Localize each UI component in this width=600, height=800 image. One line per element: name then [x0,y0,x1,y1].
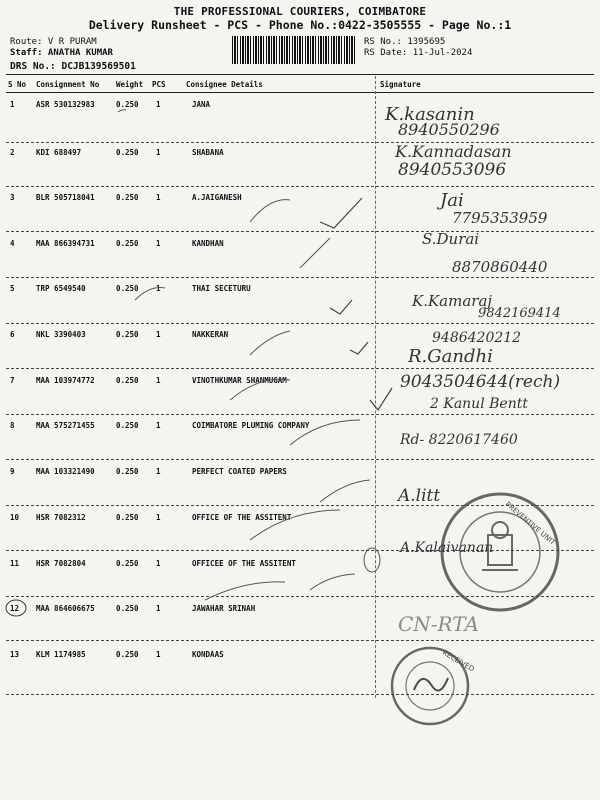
row-pcs: 1 [156,513,161,522]
rs-number: RS No.: 1395695 [364,37,446,47]
row-sno: 9 [10,467,15,476]
row-pcs: 1 [156,650,161,659]
signature-name: 2 Kanul Bentt [430,396,528,412]
customs-stamp-text: PREVENTIVE UNIT [503,500,557,547]
row-weight: 0.250 [116,421,139,430]
pen-stroke [250,331,290,355]
signature-phone: 9486420212 [432,330,522,346]
staff-label: Staff: ANATHA KUMAR [10,48,113,58]
row-pcs: 1 [156,421,161,430]
tick-mark [330,300,352,314]
row-consignment: BLR 505718041 [36,193,95,202]
row-consignment: MAA 103974772 [36,376,95,385]
row-sno: 11 [10,559,20,568]
row-weight: 0.250 [116,513,139,522]
col-sno: S No [8,80,27,89]
row-consignee: SHABANA [192,148,224,157]
row-consignment: KLM 1174985 [36,650,86,659]
row-sno: 13 [10,650,20,659]
signature-phone: 9842169414 [478,306,561,321]
row-sno: 3 [10,193,15,202]
pen-stroke [300,238,330,268]
signature-name: R.Gandhi [408,346,493,367]
row-sno: 2 [10,148,15,157]
row-weight: 0.250 [116,650,139,659]
row-consignee: NAKKERAN [192,330,229,339]
signature-name: S.Durai [422,230,480,248]
row-weight: 0.250 [116,604,139,613]
row-consignee: PERFECT COATED PAPERS [192,467,287,476]
tick-mark [370,388,392,410]
pen-stroke [230,379,290,400]
row-consignment: MAA 103321490 [36,467,95,476]
tick-mark [350,342,368,354]
drs-number: DRS No.: DCJB139569501 [10,61,136,72]
row-pcs: 1 [156,239,161,248]
signature-name: A.litt [398,486,441,506]
company-title: THE PROFESSIONAL COURIERS, COIMBATORE [173,5,427,18]
pen-stroke [250,510,340,540]
row-sno: 10 [10,513,20,522]
route-label: Route: V R PURAM [10,37,97,47]
sno-circle-mark [6,600,26,616]
signature-phone: 9043504644(rech) [400,372,561,392]
signature-name: K.Kannadasan [395,142,512,161]
pen-stroke [320,480,370,502]
row-weight: 0.250 [116,100,139,109]
signature-name: K.Kamaraj [412,292,493,310]
row-consignee: OFFICE OF THE ASSITENT [192,513,292,522]
row-weight: 0.250 [116,559,139,568]
rs-date: RS Date: 11-Jul-2024 [364,48,473,58]
pen-stroke [250,200,290,222]
tick-mark [118,110,126,112]
customs-stamp [442,494,558,610]
tick-mark [320,198,362,228]
pen-stroke [205,582,285,600]
row-weight: 0.250 [116,239,139,248]
row-consignee: A.JAIGANESH [192,193,242,202]
signature-name: K.kasanin [385,104,475,125]
row-consignment: MAA 864606675 [36,604,95,613]
row-weight: 0.250 [116,193,139,202]
row-consignment: HSR 7082312 [36,513,86,522]
col-signature: Signature [380,80,421,89]
row-consignment: TRP 6549540 [36,284,86,293]
row-weight: 0.250 [116,148,139,157]
col-weight: Weight [116,80,144,89]
signature-phone: 7795353959 [452,209,548,227]
row-sno: 12 [10,604,20,613]
row-sno: 4 [10,239,15,248]
row-pcs: 1 [156,330,161,339]
row-consignee: KONDAAS [192,650,224,659]
row-consignee: JAWAHAR SRINAH [192,604,256,613]
signature-phone: 8870860440 [452,258,548,276]
row-pcs: 1 [156,467,161,476]
row-consignee: OFFICEE OF THE ASSITENT [192,559,296,568]
row-consignment: KDI 688497 [36,148,82,157]
row-consignment: HSR 7082804 [36,559,86,568]
row-consignment: ASR 530132983 [36,100,95,109]
runsheet-subtitle: Delivery Runsheet - PCS - Phone No.:0422-3505555 - Page No.:1 [88,18,512,32]
row-sno: 7 [10,376,15,385]
row-weight: 0.250 [116,284,139,293]
col-consignee: Consignee Details [186,80,263,89]
row-consignment: MAA 575271455 [36,421,95,430]
row-consignment: NKL 3390403 [36,330,86,339]
row-consignment: MAA 866394731 [36,239,95,248]
pen-stroke [135,288,165,301]
signature-name: Rd- 8220617460 [400,432,518,448]
col-consignment: Consignment No [36,80,100,89]
row-pcs: 1 [156,148,161,157]
row-pcs: 1 [156,559,161,568]
signature-phone: 8940553096 [398,160,507,180]
col-pcs: PCS [152,80,166,89]
row-weight: 0.250 [116,330,139,339]
row-consignee: COIMBATORE PLUMING COMPANY [192,421,310,430]
row-pcs: 1 [156,193,161,202]
row-sno: 5 [10,284,15,293]
row-weight: 0.250 [116,467,139,476]
row-consignee: JANA [192,100,211,109]
row-consignee: THAI SECETURU [192,284,251,293]
row-sno: 8 [10,421,15,430]
row-pcs: 1 [156,284,161,293]
signature-phone: 8940550296 [398,120,500,139]
pen-stroke [290,420,360,445]
row-pcs: 1 [156,376,161,385]
row-pcs: 1 [156,100,161,109]
row-consignee: VINOTHKUMAR SHANMUGAM [192,376,287,385]
signature-name: CN-RTA [398,612,479,636]
signature-name: A.Kalaivanan [400,540,494,556]
row-sno: 6 [10,330,15,339]
signature-name: Jai [440,190,464,211]
row-pcs: 1 [156,604,161,613]
row-sno: 1 [10,100,15,109]
received-stamp-text: RECEIVED [441,648,476,674]
pen-loop-mark [364,548,380,572]
row-consignee: KANDHAN [192,239,224,248]
row-weight: 0.250 [116,376,139,385]
pen-stroke [310,574,355,590]
